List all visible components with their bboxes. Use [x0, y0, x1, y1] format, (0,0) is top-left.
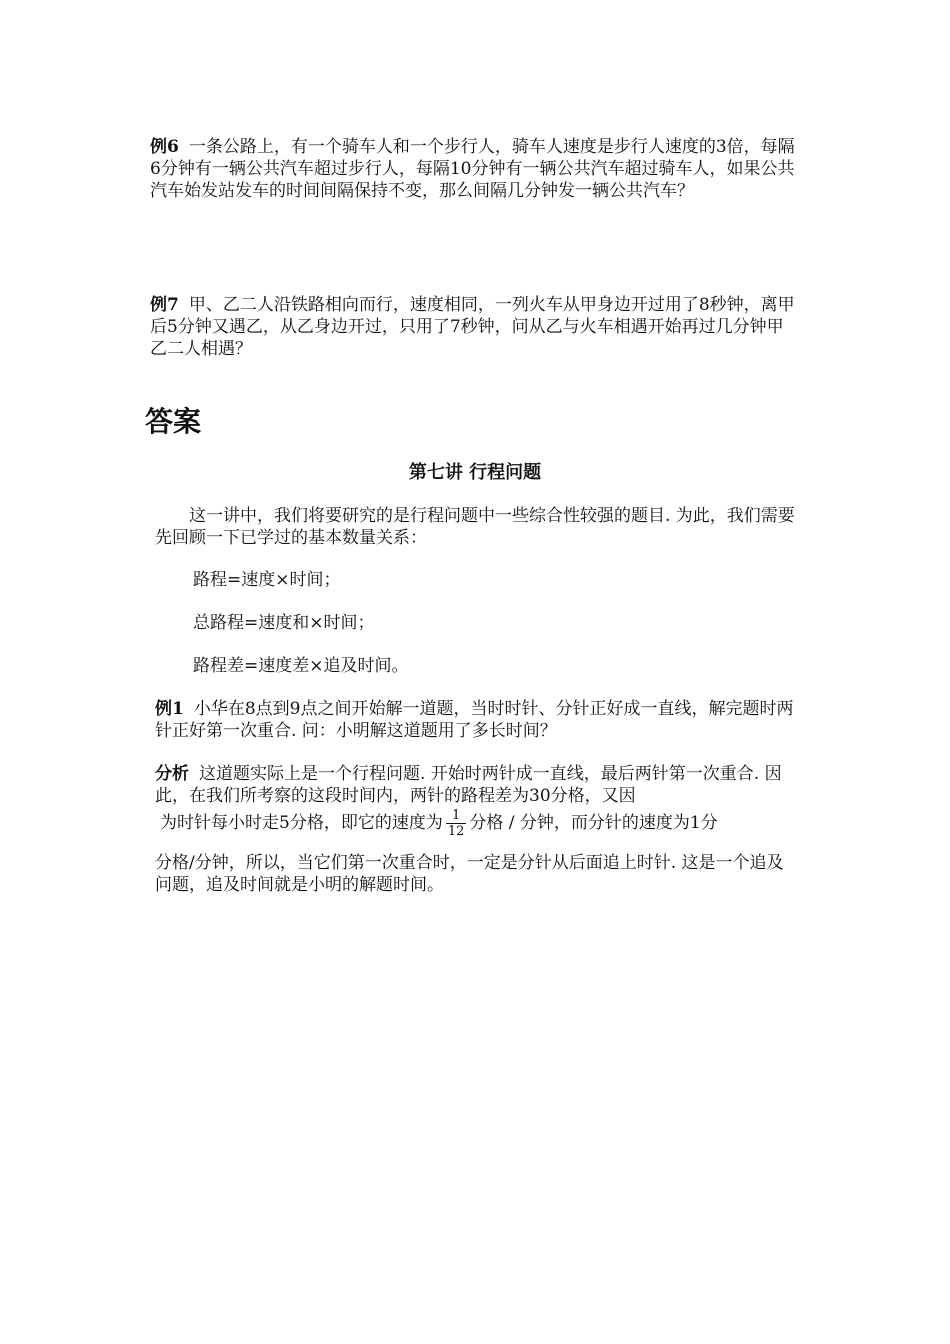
- lecture-title: 第七讲 行程问题: [408, 462, 542, 483]
- fraction-numerator: 1: [451, 808, 461, 823]
- example-1-label: 例1: [155, 699, 184, 719]
- analysis-paragraph-2: 分格/分钟，所以，当它们第一次重合时，一定是分针从后面追上时针. 这是一个追及问题，追及时间就是小明的解题时间。: [155, 853, 784, 895]
- fraction-one-twelfth: [446, 808, 467, 839]
- fraction-denominator: 12: [447, 824, 465, 839]
- example-1-text: 小华在8点到9点之间开始解一道题，当时时针、分针正好成一直线，解完题时两针正好第一次重合. 问：小明解这道题用了多长时间？: [155, 699, 794, 741]
- intro-paragraph: 这一讲中，我们将要研究的是行程问题中一些综合性较强的题目. 为此，我们需要先回顾一下已学过的基本数量关系：: [155, 506, 795, 548]
- example-7: [150, 294, 800, 360]
- analysis-fraction-line: [160, 808, 718, 839]
- analysis-label: 分析: [155, 764, 189, 784]
- formula-distance-difference: 路程差=速度差×追及时间。: [193, 656, 409, 676]
- answer-heading: 答案: [145, 405, 202, 438]
- formula-total-distance: 总路程=速度和×时间；: [193, 613, 375, 633]
- analysis-line3-after: 分格 / 分钟，而分针的速度为1分: [469, 813, 718, 833]
- example-6: [150, 136, 800, 202]
- example-7-label: 例7: [150, 295, 179, 315]
- example-6-text: 一条公路上，有一个骑车人和一个步行人，骑车人速度是步行人速度的3倍，每隔6分钟有一辆公共汽车超过步行人，每隔10分钟有一辆公共汽车超过骑车人，如果公共汽车始发站发车的时间间隔保持不变，那么间隔几分钟发一辆公共汽车？: [150, 137, 795, 201]
- example-7-text: 甲、乙二人沿铁路相向而行，速度相同，一列火车从甲身边开过用了8秒钟，离甲后5分钟又遇乙，从乙身边开过，只用了7秒钟，问从乙与火车相遇开始再过几分钟甲乙二人相遇？: [150, 295, 795, 359]
- analysis-paragraph-1: [155, 763, 795, 807]
- example-6-label: 例6: [150, 137, 179, 157]
- analysis-text-1: 这道题实际上是一个行程问题. 开始时两针成一直线，最后两针第一次重合. 因此，在我们所考察的这段时间内，两针的路程差为30分格，又因: [155, 764, 782, 806]
- formula-distance: 路程=速度×时间；: [193, 570, 341, 590]
- analysis-line3-before: 为时针每小时走5分格，即它的速度为: [160, 813, 443, 833]
- example-1: [155, 698, 795, 742]
